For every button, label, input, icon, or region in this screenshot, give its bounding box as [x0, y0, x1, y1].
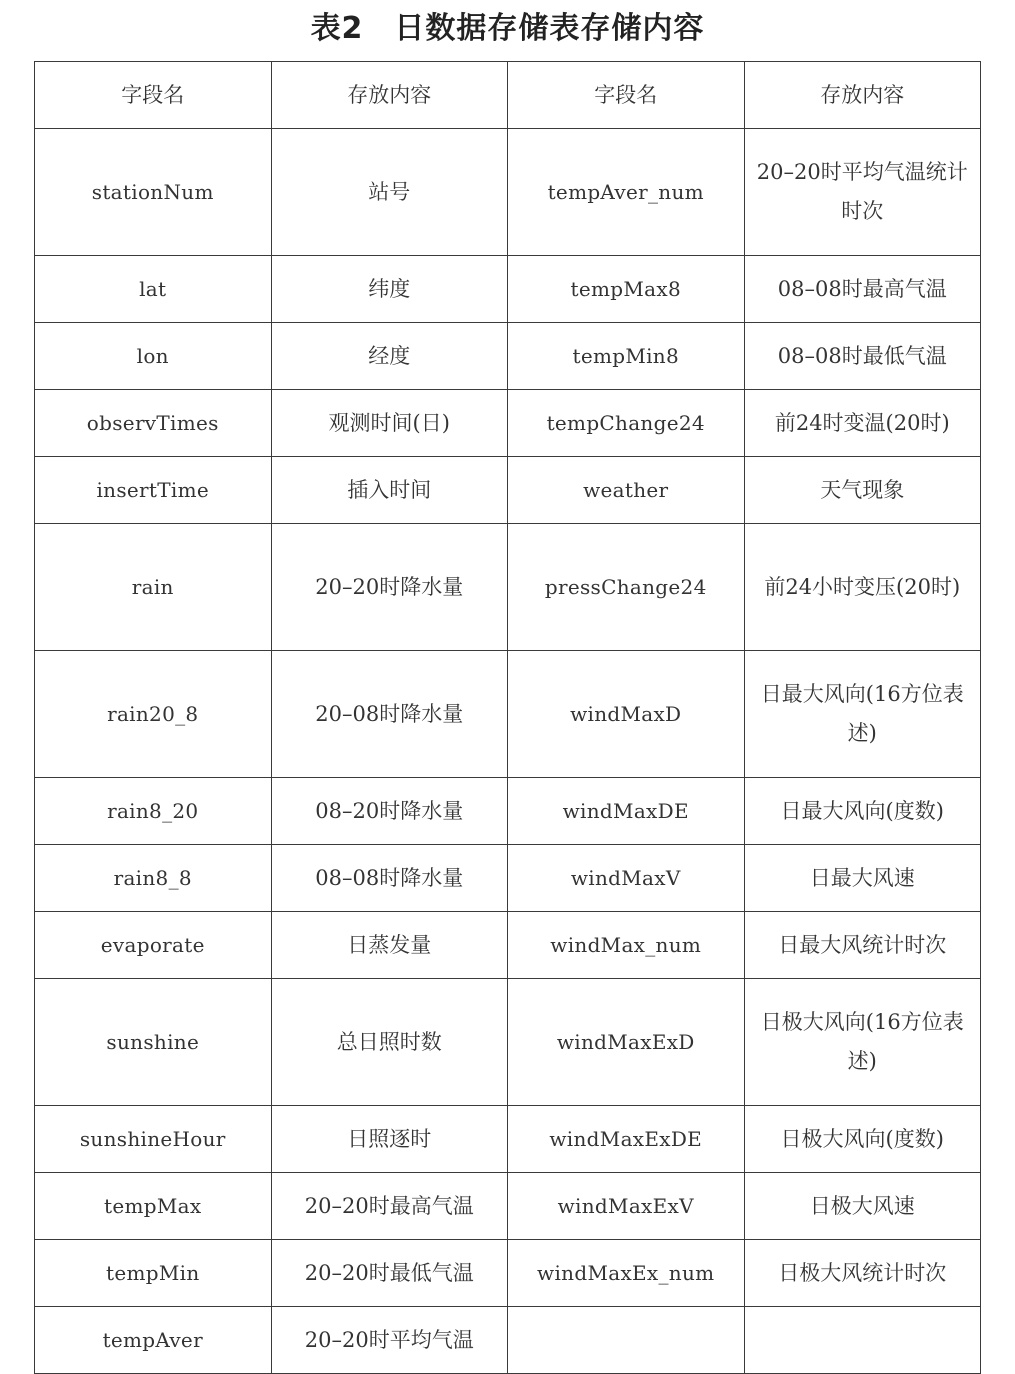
table-row [35, 256, 981, 323]
field-name-cell: tempMax [35, 1173, 272, 1240]
field-name-cell: windMaxExD [508, 979, 745, 1106]
table-row [35, 845, 981, 912]
field-name-cell: rain8_8 [35, 845, 272, 912]
table-row [35, 457, 981, 524]
field-name-cell: windMax_num [508, 912, 745, 979]
content-cell: 日蒸发量 [271, 912, 508, 979]
field-name-cell: lon [35, 323, 272, 390]
table-title: 表2 日数据存储表存储内容 [310, 11, 705, 46]
field-name-cell: observTimes [35, 390, 272, 457]
content-cell: 观测时间(日) [271, 390, 508, 457]
field-name-cell: tempChange24 [508, 390, 745, 457]
field-name-cell: windMaxEx_num [508, 1240, 745, 1307]
field-name-cell: stationNum [35, 129, 272, 256]
content-cell: 20–20时降水量 [271, 524, 508, 651]
content-cell: 天气现象 [744, 457, 981, 524]
header-field-name-2: 字段名 [508, 62, 745, 129]
table-row [35, 979, 981, 1106]
content-cell: 08–20时降水量 [271, 778, 508, 845]
content-cell: 日极大风向(16方位表述) [744, 979, 981, 1106]
content-cell: 日最大风向(16方位表述) [744, 651, 981, 778]
table-row [35, 129, 981, 256]
content-cell: 日最大风速 [744, 845, 981, 912]
field-name-cell: tempMin8 [508, 323, 745, 390]
field-name-cell: rain20_8 [35, 651, 272, 778]
field-name-cell: tempAver [35, 1307, 272, 1374]
field-name-cell: rain [35, 524, 272, 651]
content-cell: 日极大风速 [744, 1173, 981, 1240]
table-row [35, 1173, 981, 1240]
content-cell: 前24时变温(20时) [744, 390, 981, 457]
field-name-cell: tempMin [35, 1240, 272, 1307]
content-cell [744, 1307, 981, 1374]
field-name-cell: pressChange24 [508, 524, 745, 651]
header-content-2: 存放内容 [744, 62, 981, 129]
content-cell: 20–20时最低气温 [271, 1240, 508, 1307]
content-cell: 20–20时平均气温 [271, 1307, 508, 1374]
content-cell: 20–20时最高气温 [271, 1173, 508, 1240]
field-name-cell: sunshineHour [35, 1106, 272, 1173]
content-cell: 日照逐时 [271, 1106, 508, 1173]
header-content-1: 存放内容 [271, 62, 508, 129]
content-cell: 08–08时降水量 [271, 845, 508, 912]
field-name-cell: windMaxD [508, 651, 745, 778]
field-name-cell: windMaxExDE [508, 1106, 745, 1173]
field-name-cell: tempMax8 [508, 256, 745, 323]
header-field-name-1: 字段名 [35, 62, 272, 129]
data-table [34, 61, 981, 1374]
field-name-cell: windMaxV [508, 845, 745, 912]
field-name-cell: rain8_20 [35, 778, 272, 845]
table-header-row [35, 62, 981, 129]
table-row [35, 323, 981, 390]
field-name-cell: tempAver_num [508, 129, 745, 256]
table-row [35, 1307, 981, 1374]
field-name-cell: windMaxExV [508, 1173, 745, 1240]
field-name-cell: insertTime [35, 457, 272, 524]
field-name-cell: evaporate [35, 912, 272, 979]
content-cell: 20–08时降水量 [271, 651, 508, 778]
content-cell: 日极大风向(度数) [744, 1106, 981, 1173]
content-cell: 站号 [271, 129, 508, 256]
content-cell: 经度 [271, 323, 508, 390]
content-cell: 总日照时数 [271, 979, 508, 1106]
content-cell: 日最大风统计时次 [744, 912, 981, 979]
content-cell: 20–20时平均气温统计时次 [744, 129, 981, 256]
content-cell: 08–08时最低气温 [744, 323, 981, 390]
content-cell: 前24小时变压(20时) [744, 524, 981, 651]
field-name-cell: sunshine [35, 979, 272, 1106]
table-row [35, 524, 981, 651]
field-name-cell: lat [35, 256, 272, 323]
table-row [35, 1240, 981, 1307]
content-cell: 日最大风向(度数) [744, 778, 981, 845]
table-row [35, 1106, 981, 1173]
table-row [35, 651, 981, 778]
content-cell: 纬度 [271, 256, 508, 323]
content-cell: 日极大风统计时次 [744, 1240, 981, 1307]
table-row [35, 912, 981, 979]
field-name-cell: weather [508, 457, 745, 524]
table-row [35, 778, 981, 845]
table-row [35, 390, 981, 457]
content-cell: 08–08时最高气温 [744, 256, 981, 323]
field-name-cell: windMaxDE [508, 778, 745, 845]
content-cell: 插入时间 [271, 457, 508, 524]
field-name-cell [508, 1307, 745, 1374]
